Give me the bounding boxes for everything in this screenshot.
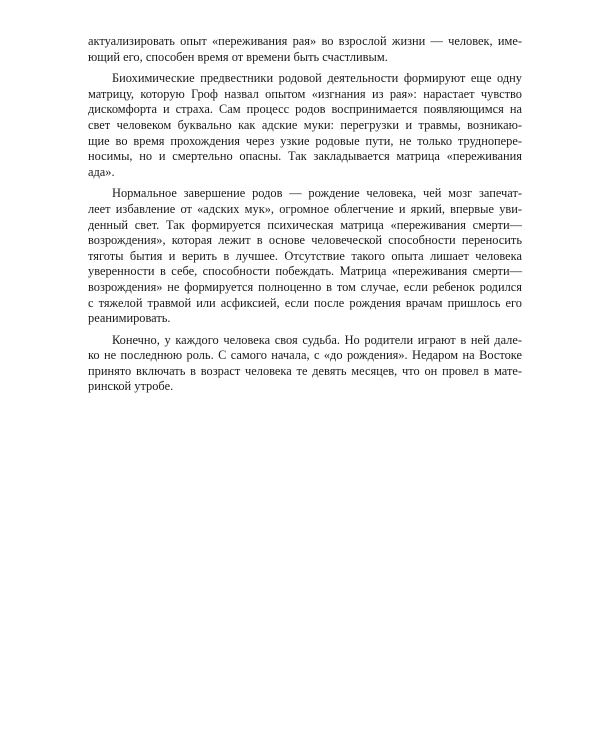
paragraph-3 (88, 186, 522, 326)
paragraph-2 (88, 71, 522, 180)
text-line: леет избавление от «адских мук», огромное облегчение и яркий, впервые уви- (88, 201, 522, 216)
text-line: ющий его, способен время от времени быть счастливым. (88, 49, 388, 64)
text-line: возрождения» не формируется полноценно в том случае, если ребенок родился (88, 279, 522, 294)
text-line: Биохимические предвестники родовой деятельности формируют еще одну (112, 71, 522, 86)
text-line: Конечно, у каждого человека своя судьба. Но родители играют в ней дале- (112, 332, 522, 347)
text-line: тяготы бытия и верить в лучшее. Отсутствие такого опыта лишает человека (88, 248, 522, 263)
text-line: с тяжелой травмой или асфиксией, если после рождения врачам пришлось его (88, 295, 522, 310)
paragraph-4 (88, 333, 522, 395)
text-line: принято включать в возраст человека те девять месяцев, что он провел в мате- (88, 363, 522, 378)
text-line: ринской утробе. (88, 379, 174, 394)
text-line: ко не последнюю роль. С самого начала, с «до рождения». Недаром на Востоке (88, 348, 522, 363)
text-line: свет человеком буквально как адские муки: перегрузки и травмы, возникаю- (88, 117, 522, 132)
text-line: возрождения», которая лежит в основе человеческой способности переносить (88, 233, 522, 248)
text-line: матрицу, которую Гроф назвал опытом «изгнания из рая»: нарастает чувство (88, 86, 522, 101)
body-text (88, 34, 522, 401)
paragraph-1 (88, 34, 522, 65)
text-line: уверенности в себе, способности побеждать. Матрица «переживания смерти— (88, 264, 522, 279)
text-line: носимы, но и смертельно опасны. Так закладывается матрица «переживания (88, 149, 522, 164)
text-line: актуализировать опыт «переживания рая» во взрослой жизни — человек, име- (88, 34, 522, 48)
text-line: реанимировать. (88, 311, 171, 326)
text-line: щие во время прохождения через узкие родовые пути, не только труднопере- (88, 133, 522, 148)
text-line: Нормальное завершение родов — рождение человека, чей мозг запечат- (112, 186, 522, 201)
text-line: дискомфорта и страха. Сам процесс родов воспринимается появляющимся на (88, 102, 522, 117)
text-line: ада». (88, 164, 115, 179)
text-line: денный свет. Так формируется психическая матрица «переживания смерти— (88, 217, 522, 232)
